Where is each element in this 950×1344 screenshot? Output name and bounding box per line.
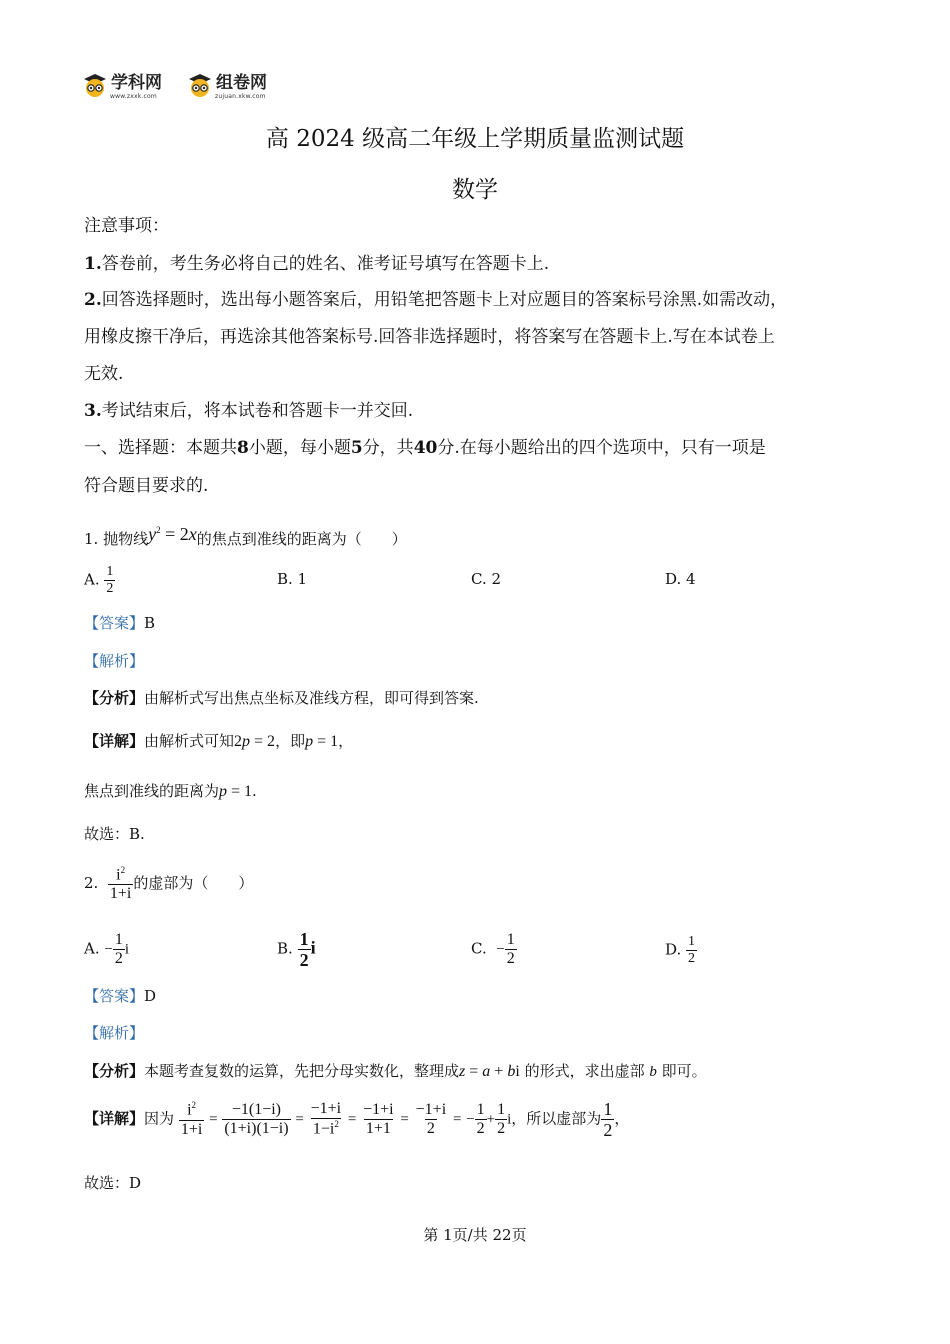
mascot-icon — [82, 72, 108, 98]
q2-answer: 【答案】D — [84, 987, 157, 1005]
notice-heading: 注意事项： — [84, 216, 169, 236]
notice-item-2-line-3: 无效. — [84, 364, 124, 384]
q2-xiangjie: 【详解】因为 $\frac{i^2}{1+i}$ = $\frac{-1(1-i)}{(1+i)(1-i)}$ = $\frac{-1+i}{1-i^2}$ = $\frac{-1+i}{1+1}$ = $\frac{-1+i}{2}$ = − $\frac{1}{2}$ + $\frac{1}{2}$ i，所以虚部为 $\frac{1}{2}$ ， — [84, 1099, 630, 1140]
mascot-icon — [187, 72, 213, 98]
q2-option-c: C. − $\frac{1}{2}$ — [471, 931, 515, 967]
q1-option-b: B. 1 — [277, 570, 308, 588]
q1-xiangjie: 【详解】由解析式可知2p = 2，即p = 1， — [84, 732, 354, 750]
q2-analysis-tag: 【解析】 — [84, 1024, 145, 1042]
q1-option-a: A. $\frac{1}{2}$ — [84, 564, 114, 596]
q2-conclusion: 故选：D — [84, 1174, 142, 1192]
logo-zxxk-url: www.zxxk.com — [110, 93, 157, 100]
notice-item-2-line-2: 用橡皮擦干净后，再选涂其他答案标号.回答非选择题时，将答案写在答题卡上.写在本试卷上 — [84, 327, 775, 347]
notice-item-3: 3.考试结束后，将本试卷和答题卡一并交回. — [84, 401, 414, 421]
q2-option-d: D. $\frac{1}{2}$ — [665, 934, 696, 966]
logo-zxxk — [82, 72, 162, 104]
q1-distance-line: 焦点到准线的距离为p = 1. — [84, 782, 257, 800]
logo-zujuan — [187, 72, 267, 104]
q2-option-a: A. − $\frac{1}{2}$ i — [84, 931, 130, 967]
q1-answer: 【答案】B — [84, 614, 156, 632]
notice-item-2: 2.回答选择题时，选出每小题答案后，用铅笔把答题卡上对应题目的答案标号涂黑.如需改动， — [84, 290, 788, 310]
question-2-stem: 2. $\frac{i^2}{1+i}$ 的虚部为（ ） — [84, 865, 254, 903]
subject-title: 数学 — [452, 177, 498, 203]
q1-fenxi: 【分析】由解析式写出焦点坐标及准线方程，即可得到答案. — [84, 689, 479, 707]
q2-fenxi: 【分析】本题考查复数的运算，先把分母实数化，整理成z = a + bi 的形式，求出虚部 b 即可。 — [84, 1062, 707, 1080]
question-1-stem: 1. 抛物线$y^2 = 2x$的焦点到准线的距离为（ ） — [84, 524, 407, 548]
q1-option-c: C. 2 — [471, 570, 502, 588]
logo-zujuan-name: 组卷网 — [216, 73, 267, 93]
logo-zxxk-name: 学科网 — [111, 73, 162, 93]
exam-title: 高 2024 级高二年级上学期质量监测试题 — [265, 126, 685, 152]
q2-option-b: B. $\frac{1}{2}$ i — [277, 929, 316, 970]
page-footer: 第 1页/共 22页 — [423, 1226, 527, 1244]
logo-zujuan-url: zujuan.xkw.com — [215, 93, 266, 100]
q1-option-d: D. 4 — [665, 570, 696, 588]
q1-analysis-tag: 【解析】 — [84, 652, 145, 670]
notice-item-1: 1.答卷前，考生务必将自己的姓名、准考证号填写在答题卡上. — [84, 254, 550, 274]
section-heading-line-2: 符合题目要求的. — [84, 476, 209, 496]
q1-conclusion: 故选：B. — [84, 825, 145, 843]
section-heading: 一、选择题：本题共8小题，每小题5分，共40分.在每小题给出的四个选项中，只有一项是 — [84, 438, 766, 458]
